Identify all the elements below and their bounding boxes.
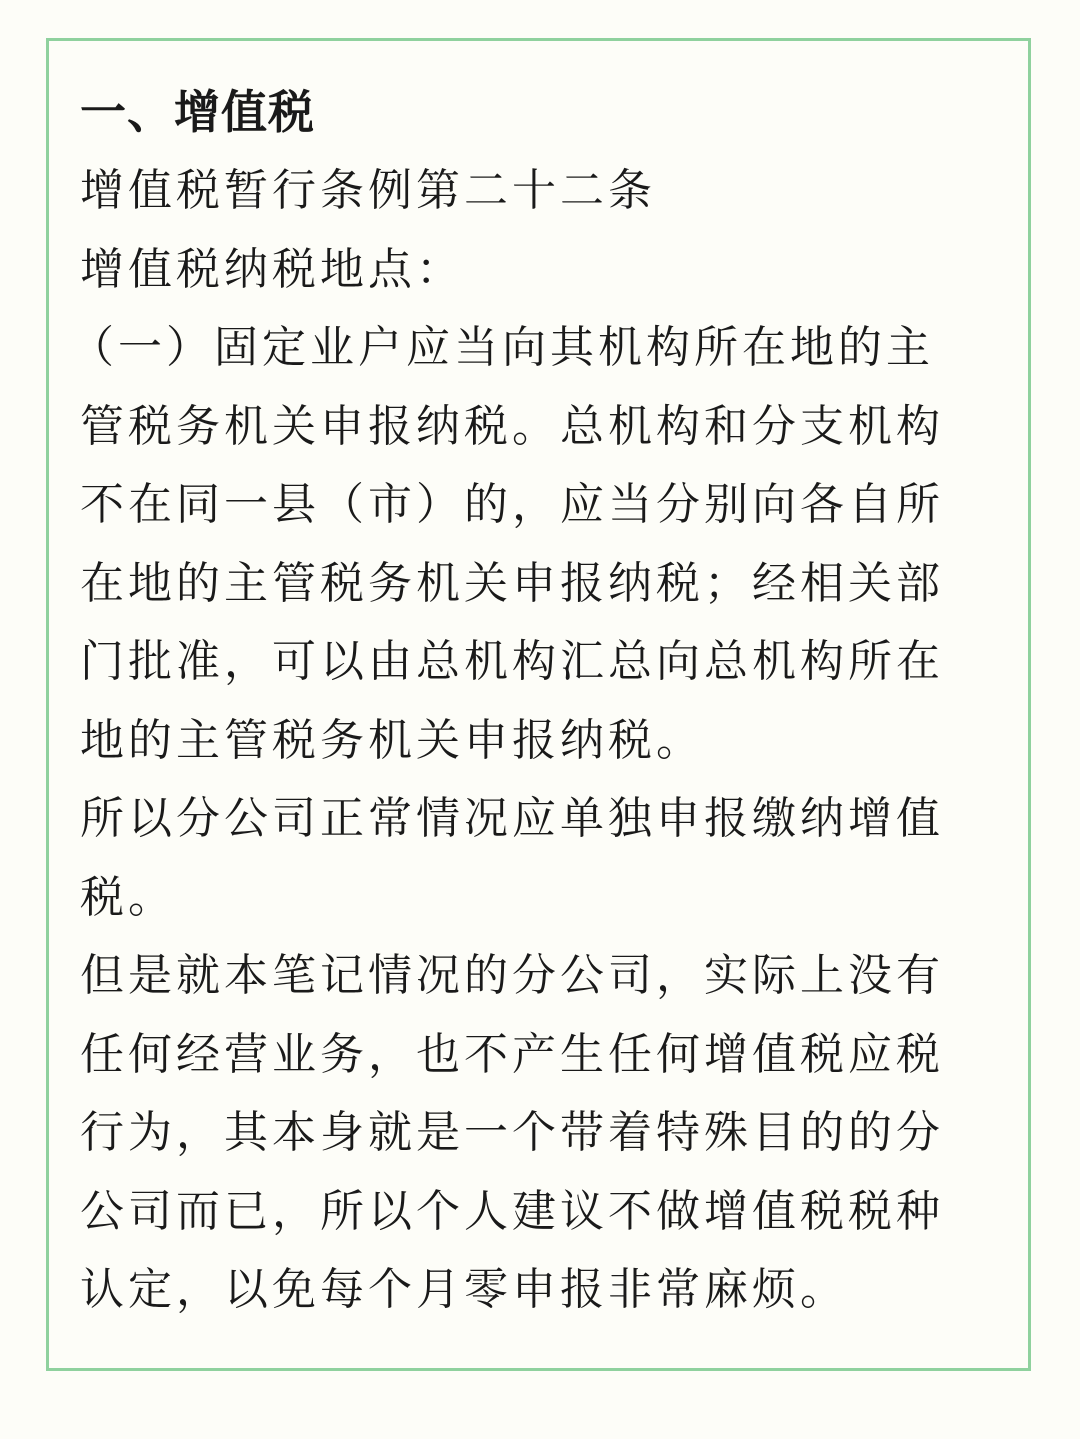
text-line: 增值税暂行条例第二十二条 (80, 165, 656, 216)
section-heading: 一、增值税 (80, 85, 315, 139)
text-line: 管税务机关申报纳税。总机构和分支机构 (80, 400, 944, 452)
text-line: 任何经营业务，也不产生任何增值税应税 (80, 1028, 944, 1080)
note-content (70, 72, 970, 1330)
text-line: 税。 (80, 871, 176, 923)
text-line: 公司而已，所以个人建议不做增值税税种 (80, 1185, 944, 1237)
text-line: 所以分公司正常情况应单独申报缴纳增值 (80, 793, 944, 844)
text-line: 不在同一县（市）的，应当分别向各自所 (80, 479, 944, 530)
text-line: 门批准，可以由总机构汇总向总机构所在 (80, 636, 944, 687)
text-line: 但是就本笔记情况的分公司，实际上没有 (80, 950, 944, 1001)
text-line: 认定，以免每个月零申报非常麻烦。 (80, 1264, 848, 1315)
text-line: 增值税纳税地点： (80, 243, 464, 295)
text-line: （一）固定业户应当向其机构所在地的主 (70, 322, 934, 373)
text-line: 在地的主管税务机关申报纳税；经相关部 (80, 557, 944, 609)
text-line: 行为，其本身就是一个带着特殊目的的分 (80, 1107, 944, 1158)
text-line: 地的主管税务机关申报纳税。 (80, 714, 704, 766)
